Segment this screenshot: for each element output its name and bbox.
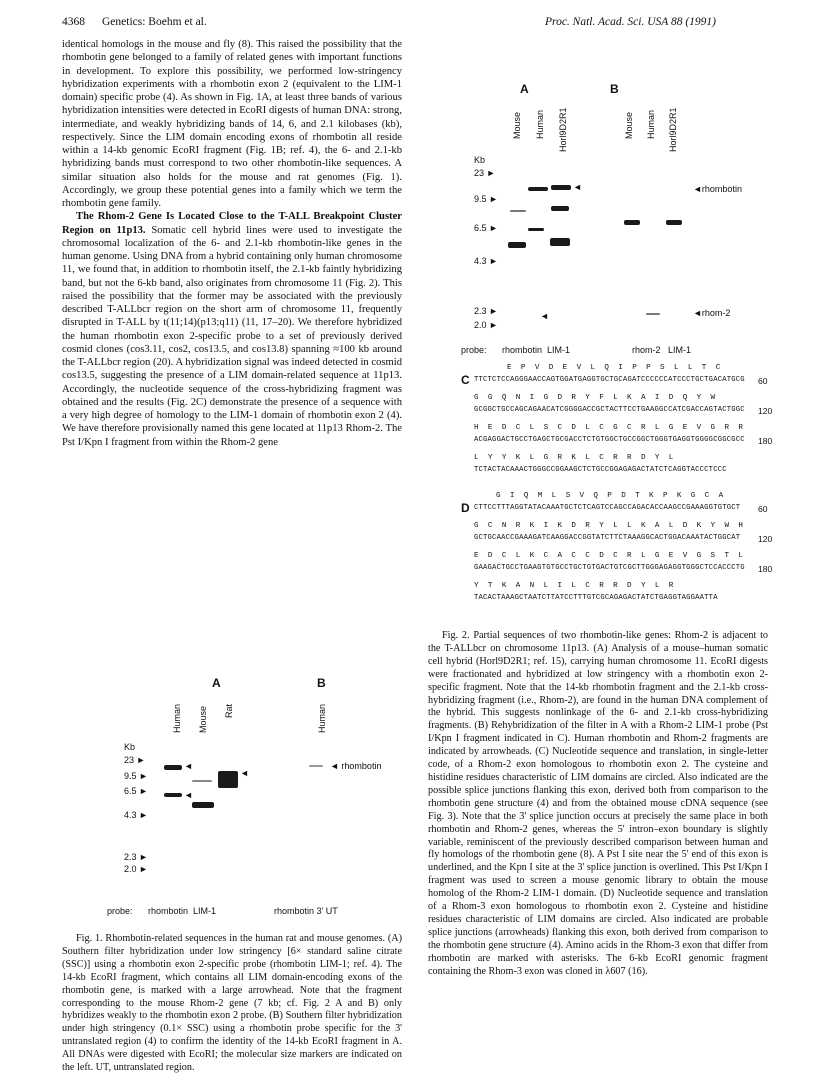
fig2-marker-4-3: 4.3 ►	[474, 256, 498, 266]
fig2-marker-6-5: 6.5 ►	[474, 223, 498, 233]
fig2-d-num-120: 120	[758, 534, 773, 544]
fig2-rhom2-label: ◄rhom-2	[693, 308, 731, 318]
fig1-lane-rat: Rat	[224, 703, 234, 718]
fig1-band-rat-smear	[218, 771, 238, 788]
fig2-c-nt-line-1: TTCTCTCCAGGGAACCAGTGGATGAGGTGCTGCAGATCCCCCCATCCCTGCTGACATGCG	[474, 376, 745, 384]
fig1-band-mouse-7kb	[192, 780, 212, 782]
fig2-b-band-rhom2	[646, 313, 660, 315]
fig1-marker-2-3: 2.3 ►	[124, 852, 148, 862]
fig2-c-aa-line-1: E P V D E V L Q I P P S L L T C	[507, 364, 723, 372]
fig2-a-band-mouse-7kb	[510, 210, 526, 212]
paragraph-1: identical homologs in the mouse and fly (8). This raised the possibility that the rhombotin gene belonged to a family of related genes with important functions in development. To explore this possibility, we performed low-stringency hybridization experiments with a rhombotin exon 2 (equivalent to the LIM-1 domain) specific probe (4). As shown in Fig. 1A, at least three bands of various hybridization intensities were detected in EcoRI digests of human DNA: strong, intermediate, and weakly hybridizing bands of 14, 6, and 2.1 kilobases (kb), respectively. Since the LIM domain encoding exons of rhombotin all reside within a 14-kb genomic EcoRI fragment (Fig. 1B; ref. 4), the 6- and 2.1-kb hybridizing bands must correspond to two other rhombotin-like sequences. A similar situation also holds for the mouse and rat genomes (Fig. 1). Accordingly, we group these potential genes into a family which we term the rhombotin gene family.	[62, 39, 402, 209]
fig1-band-human-6kb	[164, 793, 182, 797]
fig2-d-nt-line-4: TACACTAAAGCTAATCTTATCCTTTGTCGCAGAGACTATCTGAGGTAGGAATTA	[474, 594, 718, 602]
fig2-lane-b-human: Human	[646, 109, 656, 139]
fig2-probe-b: rhom-2 LIM-1	[632, 345, 692, 355]
fig1-probe-a: rhombotin LIM-1	[148, 906, 217, 916]
fig2-d-nt-line-3: GAAGACTGCCTGAAGTGTGCCTGCTGTGACTGTCGCTTGGGAGAGGTGGGCTCCACCCTG	[474, 564, 745, 572]
fig2-c-nt-line-2: GCGGCTGCCAGCAGAACATCGGGGACCGCTACTTCCTGAAGGCCATCGACCAGTACTGGC	[474, 406, 745, 414]
fig2-b-band-hybrid	[666, 220, 682, 225]
paragraph-2-body: Somatic cell hybrid lines were used to investigate the chromosomal localization of the 6- and 2.1-kb rhombotin-like genes in the human genome. Using DNA from a hybrid containing only human chromosome 11, we found that, in addition to rhombotin itself, the 2.1-kb faintly hybridizing band, but not the 6-kb band, also originates from chromosome 11 (Fig. 2). This raised the possibility that the former may be associated with the previously described T-ALLbcr region on the short arm of chromosome 11, frequently disrupted in T-ALL by t(11;14)(p13;q11) (11, 17–20). We therefore hybridized the human rhombotin exon 2-specific probe to a set of previously derived cosmid clones (cos3.11, cos2, cos13.5, and cos13.8) spanning ≈100 kb around the T-ALLbcr region (20). A hybridization signal was indeed detected in cosmid cos13.5, suggesting the presence of a LIM domain-related sequence at 11p13. Accordingly, the nucleotide sequence of the cross-hybridizing fragment was obtained and the results (Fig. 2C) demonstrate the presence of a sequence with a very high degree of homology to the LIM-1 domain of rhombotin exon 2 (4). We have therefore provisionally named this gene located at 11p13 Rhom-2. The Pst I/Kpn I fragment from within the Rhom-2 gene	[62, 224, 402, 448]
fig2-caption-text: Partial sequences of two rhombotin-like genes: Rhom-2 is adjacent to the T-ALLbcr on chromosome 11p13. (A) Analysis of a mouse–human somatic cell hybrid (Horl9D2R1; ref. 15), carrying human chromosome 11. EcoRI digests were fractionated and hybridized at low stringency with a rhombotin exon 2-specific fragment. Note that the 14-kb rhombotin fragment and the 2.1-kb cross-hybridizing fragment (i.e., Rhom-2), are found in the human DNA complement of the hybrid. This suggests nonlinkage of the 6- and 2.1-kb cross-hybridizing fragments. (B) Rehybridization of the filter in A with a Rhom-2 LIM-1 probe (Pst I/Kpn I fragment indicated in C). Human rhombotin and Rhom-2 fragments are indicated by arrowheads. (C) Nucleotide sequence and translation, in single-letter code, of a Rhom-2 exon homologous to rhombotin exon 2. The cysteine and histidine residues characteristic of LIM domains are circled. Also indicated are the possible splice junctions flanking this exon, derived both from comparison to the rhombotin gene structure (4) and from the obtained mouse cDNA sequence (see Fig. 3). Note that the 3' splice junction occurs at precisely the same place in both rhombotin and Rhom-2 genes, whereas the 5' intron–exon boundary is slightly variable, reminiscent of the previously described comparison between human and fly homologs of the rhombotin gene (8). A Pst I site near the 5' end of this exon is underlined, and the Kpn I site at the 3' splice junction is overlined. This Pst I/Kpn I fragment was used to screen a mouse genomic library to obtain the mouse homolog of the Rhom-2 LIM-1 domain. (D) Nucleotide sequence and translation of a Rhom-3 exon homologous to rhombotin exon 2. Cysteine and histidine residues characteristic of LIM domains are circled. Also indicated are probable splice junctions (arrowheads) flanking this exon, both derived from comparison to the rhombotin gene structure (4). Amino acids in the Rhom-3 exon that differ from rhombotin are marked with asterisks. The 6-kb EcoRI genomic fragment containing the Rhom-3 exon was cloned in λ607 (16).	[428, 630, 768, 977]
fig2-a-band-hybrid-5kb	[550, 238, 570, 246]
fig2-d-nt-line-2: GCTGCAACCGAAAGATCAAGGACCGGTATCTTCTAAAGGCACTGGACAAATACTGGCAT	[474, 534, 741, 542]
fig2-caption-title: Fig. 2.	[442, 630, 470, 641]
fig2-c-num-180: 180	[758, 436, 773, 446]
fig2-c-num-120: 120	[758, 406, 773, 416]
fig2-panel-d-label: D	[461, 501, 470, 515]
fig2-c-nt-line-3: ACGAGGACTGCCTGAGCTGCGACCTCTGTGGCTGCCGGCTGGGTGAGGTGGGGCGGCGCC	[474, 436, 745, 444]
fig1-lane-mouse: Mouse	[198, 705, 208, 733]
fig2-lane-a-hybrid: Horl9D2R1	[558, 107, 568, 152]
fig1-rhombotin-label: ◄ rhombotin	[330, 761, 382, 771]
fig2-a-band-hybrid-14kb	[551, 185, 571, 190]
fig2-d-aa-line-3: E D C L K C A C C D C R L G E V G S T L	[474, 552, 746, 560]
fig1-band-mouse-5kb	[192, 802, 214, 808]
fig2-lane-b-mouse: Mouse	[624, 111, 634, 139]
journal-citation: Proc. Natl. Acad. Sci. USA 88 (1991)	[545, 16, 716, 28]
fig1-panel-b-label: B	[317, 676, 326, 690]
fig1-caption	[62, 933, 402, 1075]
fig2-d-aa-line-4: Y T K A N L I L C R R D Y L R	[474, 582, 676, 590]
fig2-d-nt-line-1: CTTCCTTTAGGTATACAAATGCTCTCAGTCCAGCCAGACACCAAGCCGAAAGGTGTGCT	[474, 504, 741, 512]
fig1-arrowhead-rat: ◄	[240, 768, 249, 778]
fig1-probe-label: probe:	[107, 906, 133, 916]
fig2-a-band-mouse-5kb	[508, 242, 526, 248]
fig2-a-band-human-6kb	[528, 228, 544, 231]
fig1-marker-4-3: 4.3 ►	[124, 810, 148, 820]
fig1-band-human-14kb	[164, 765, 182, 770]
fig1-caption-title: Fig. 1.	[76, 933, 103, 944]
fig2-a-band-human-14kb	[528, 187, 548, 191]
fig2-lane-a-human: Human	[535, 109, 545, 139]
fig2-a-arrowhead: ◄	[573, 182, 582, 192]
fig2-panel-b-label: B	[610, 82, 619, 96]
fig2-probe-label: probe:	[461, 345, 487, 355]
fig1-arrowhead-human: ◄	[184, 761, 193, 771]
section-heading: The Rhom-2 Gene Is Located Close to the T-ALL Breakpoint Cluster Region on 11p13.	[62, 211, 402, 236]
fig1-probe-b: rhombotin 3' UT	[274, 906, 338, 916]
fig2-marker-2-3: 2.3 ►	[474, 306, 498, 316]
fig2-c-aa-line-2: G G Q N I G D R Y F L K A I D Q Y W	[474, 394, 718, 402]
fig2-c-aa-line-4: L Y Y K L G R K L C R R D Y L	[474, 454, 676, 462]
fig1-kb-label: Kb	[124, 742, 136, 752]
fig2-kb-label: Kb	[474, 155, 486, 165]
fig1-marker-2-0: 2.0 ►	[124, 864, 148, 874]
fig1-marker-9-5: 9.5 ►	[124, 771, 148, 781]
fig2-d-num-180: 180	[758, 564, 773, 574]
fig1-marker-23: 23 ►	[124, 755, 146, 765]
fig1-lane-b-human: Human	[317, 703, 327, 733]
fig1-marker-6-5: 6.5 ►	[124, 786, 148, 796]
fig2-a-arrowhead-rhom2: ◄	[540, 311, 549, 321]
left-column-text	[62, 38, 402, 449]
fig2-marker-2-0: 2.0 ►	[474, 320, 498, 330]
fig2-d-num-60: 60	[758, 504, 768, 514]
paragraph-2	[62, 210, 402, 449]
fig1-arrowhead-human-6kb: ◄	[184, 790, 193, 800]
fig2-c-num-60: 60	[758, 376, 768, 386]
fig2-marker-9-5: 9.5 ►	[474, 194, 498, 204]
fig2-lane-a-mouse: Mouse	[512, 111, 522, 139]
fig1-lane-human: Human	[172, 703, 182, 733]
fig1-band-b-human	[309, 765, 323, 767]
fig2-rhombotin-label: ◄rhombotin	[693, 184, 742, 194]
fig1-panel-a-label: A	[212, 676, 221, 690]
fig2-lane-b-hybrid: Horl9D2R1	[668, 107, 678, 152]
fig2-b-band-mouse	[624, 220, 640, 225]
fig2-c-aa-line-3: H E D C L S C D L C G C R L G E V G R R	[474, 424, 746, 432]
fig2-c-nt-line-4: TCTACTACAAACTGGGCCGGAAGCTCTGCCGGAGAGACTATCTCAGGTACCCTCCC	[474, 466, 727, 474]
fig2-probe-a: rhombotin LIM-1	[502, 345, 571, 355]
fig2-d-aa-line-1: G I Q M L S V Q P D T K P K G C A	[496, 492, 726, 500]
fig2-d-aa-line-2: G C N R K I K D R Y L L K A L D K Y W H	[474, 522, 746, 530]
fig2-marker-23: 23 ►	[474, 168, 496, 178]
fig1-caption-text: Rhombotin-related sequences in the human rat and mouse genomes. (A) Southern filter hybridization under low stringency [6× standard saline citrate (SSC)] using a rhombotin exon 2-specific probe (rhombotin LIM-1; ref. 4). The 14-kb EcoRI fragment, which contains all LIM domain-encoding exons of the rhombotin gene, is marked with a large arrowhead. Note that the fragment corresponding to the mouse Rhom-2 gene (7 kb; cf. Fig. 2 A and B) only hybridizes weakly to the rhombotin exon 2 probe. (B) Southern filter hybridization under high stringency (0.1× SSC) using a rhombotin probe specific for the 3' untranslated region (4) to confirm the identity of the 14-kb EcoRI fragment in A. All DNAs were digested with EcoRI; the molecular size markers are indicated on the left. UT, untranslated region.	[62, 933, 402, 1074]
fig2-caption	[428, 630, 768, 978]
fig2-panel-c-label: C	[461, 373, 470, 387]
running-title: Genetics: Boehm et al.	[102, 16, 207, 28]
fig2-panel-a-label: A	[520, 82, 529, 96]
fig2-a-band-hybrid-7kb	[551, 206, 569, 211]
page-number: 4368	[62, 16, 85, 28]
